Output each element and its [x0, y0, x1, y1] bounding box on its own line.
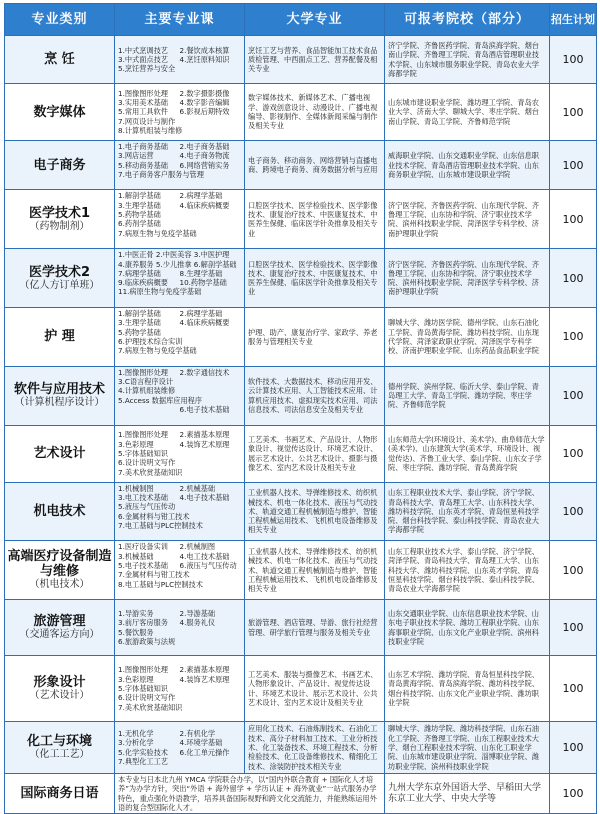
course-item: 1.图像图形处理 [118, 88, 168, 98]
category-name: 医学技术1 [28, 205, 91, 221]
quota-cell: 100 [550, 36, 597, 84]
category-name: 烹 饪 [44, 52, 75, 67]
course-item: 6.金属材料与钳工技术 [118, 511, 190, 521]
category-cell [5, 249, 115, 308]
table-row [5, 84, 597, 141]
quota-cell: 100 [550, 84, 597, 141]
core-courses-cell [115, 600, 245, 656]
course-item: 7.病原生物与免疫学基础 [118, 346, 197, 356]
category-cell [5, 722, 115, 774]
core-courses-cell [115, 425, 245, 482]
course-item: 5.药物学基础 [118, 210, 161, 220]
quota-cell: 100 [550, 774, 597, 814]
core-courses-cell [115, 249, 245, 308]
majors-cell: 口腔医学技术、医学检验技术、医学影像技术、康复治疗技术、中医康复技术、中医养生保健、临床医学针灸推拿及相关专业 [245, 190, 385, 249]
colleges-cell: 九州大学东京外国语大学、早稻田大学东京工业大学、中央大学等 [385, 774, 550, 814]
colleges-cell: 山东工程职业技术大学、泰山学院、济宁学院、菏泽学院、青岛科技大学、青岛理工大学、山东科技大学、潍坊科技学院、山东英才学院、青岛恒星科技学院、烟台科技学院、泰山科技学院、青岛农业大学海都学院 [385, 541, 550, 600]
course-item: 7.美术欣赏基础知识 [118, 467, 183, 477]
course-item: 2.病理学基础 [179, 191, 223, 201]
course-item: 1.医疗设备实训 [118, 542, 168, 552]
course-item: 2.数字摄影摄像 [179, 88, 230, 98]
program-intro: 本专业与日本北九州 YMCA 学院联合办学，以“国内外联合教育 + 国际化人才培养”为办学方针，突出“外语 + 海外留学 + 学历认证 + 海外就业”一站式服务办学特色，重点强化外语教学，培养具备国际视野和跨文化交流能力，并能熟练运用外语的复合型国际化人才。 [115, 774, 385, 814]
core-courses-cell [115, 84, 245, 141]
course-item: 4.电子商务物流 [179, 151, 230, 161]
colleges-cell: 山东城市建设职业学院、潍坊理工学院、青岛农业大学、济南大学、聊城大学、枣庄学院、烟台南山学院、青岛工学院、齐鲁师范学院 [385, 84, 550, 141]
course-item: 1.中式烹调技艺 [118, 45, 168, 55]
core-courses-cell [115, 308, 245, 367]
header-quota: 招生计划 [550, 4, 597, 36]
colleges-cell: 山东艺术学院、潍坊学院、青岛恒星科技学院、青岛黄海学院、青岛滨海学院、潍坊科技学院、烟台科技学院、山东文化产业职业学院、潍坊职业学院 [385, 656, 550, 722]
majors-cell: 旅游管理、酒店管理、导游、旅行社经营管理、研学旅行管理与服务及相关专业 [245, 600, 385, 656]
course-item: 4.烹饪原料知识 [179, 54, 230, 64]
majors-cell: 应用化工技术、石油炼制技术、石油化工技术、高分子材料加工技术、工业分析技术、化工装备技术、环境工程技术、分析检验技术、化工设备维修技术、精细化工技术、涂装防护技术相关专业 [245, 722, 385, 774]
core-courses-cell [115, 722, 245, 774]
quota-cell: 100 [550, 600, 597, 656]
colleges-cell: 济宁医学院、齐鲁医药学院、山东现代学院、齐鲁理工学院、山东协和学院、济宁职业技术学院、滨州科技职业学院、菏泽医学专科学校、济南护理职业学院 [385, 190, 550, 249]
course-item: 7.网页设计与制作 [118, 116, 176, 126]
table-row [5, 141, 597, 190]
course-item: 4.康养服务 5.少儿推拿 6.解剖学基础 [118, 259, 237, 269]
majors-cell: 软件技术、大数据技术、移动应用开发、云计算技术应用、人工智能技术应用、计算机应用技术、虚拟现实技术应用、司法信息技术、司法信息安全及相关专业 [245, 366, 385, 425]
course-item: 6.影视后期特效 [179, 107, 230, 117]
course-item: 7.金属材料与钳工技术 [118, 570, 190, 580]
category-name: 高端医疗设备制造与维修 [7, 549, 112, 580]
course-item: 7.病理学基础 [118, 268, 161, 278]
course-item: 3.色彩原理 [118, 439, 154, 449]
course-item: 3.色彩原理 [118, 674, 154, 684]
course-item: 6.电子技术基础 [179, 405, 230, 415]
course-item: 4.临床疾病概要 [179, 318, 230, 328]
category-cell [5, 308, 115, 367]
category-name: 旅游管理 [33, 614, 86, 630]
majors-cell: 护理、助产、康复治疗学、家政学、养老服务与管理相关专业 [245, 308, 385, 367]
course-item: 1.电子商务基础 [118, 142, 168, 151]
table-row [5, 366, 597, 425]
category-cell [5, 656, 115, 722]
quota-cell: 100 [550, 722, 597, 774]
enrollment-table [4, 3, 597, 814]
colleges-cell: 济宁学院、齐鲁医药学院、青岛滨海学院、烟台南山学院、齐鲁理工学院、青岛酒店管理职业技术学院、山东城市服务职业学院、青岛农业大学海都学院 [385, 36, 550, 84]
course-item: 1.解剖学基础 [118, 309, 161, 319]
quota-cell: 100 [550, 482, 597, 541]
course-item: 3.电工技术基础 [118, 492, 168, 502]
quota-cell: 100 [550, 425, 597, 482]
category-name: 机电技术 [33, 504, 86, 519]
course-item: 2.机械制图 [179, 542, 216, 552]
category-cell [5, 84, 115, 141]
category-cell [5, 366, 115, 425]
course-item: 1.图像图形处理 [118, 430, 168, 440]
category-subtitle: （艺术设计） [29, 690, 90, 702]
course-item: 7.典型化工工艺 [118, 756, 168, 766]
table-row [5, 190, 597, 249]
category-name: 电子商务 [33, 157, 86, 173]
category-name: 医学技术2 [28, 264, 91, 280]
category-name: 护 理 [44, 329, 75, 345]
course-item: 5.字体基础知识 [118, 684, 168, 694]
course-item: 6.护理技术综合实训 [118, 336, 183, 346]
quota-cell: 100 [550, 190, 597, 249]
colleges-cell: 山东交通职业学院、山东信息职业技术学院、山东电子职业技术学院、潍坊工程职业学院、山东海事职业学院、山东文化产业职业学院、滨州科技职业学院 [385, 600, 550, 656]
course-item: 1.解剖学基础 [118, 191, 161, 201]
category-cell [5, 482, 115, 541]
quota-cell: 100 [550, 249, 597, 308]
majors-cell: 工艺美术、服装与摄像艺术、书画艺术、人物形象设计、产品设计、视觉传达设计、环境艺术设计、展示艺术设计、公共艺术设计、室内艺术设计及相关专业 [245, 656, 385, 722]
course-item: 6.网络营销实务 [179, 160, 230, 170]
course-item: 1.图像图形处理 [118, 665, 168, 675]
category-subtitle: （交通客运方向） [19, 629, 100, 641]
majors-cell: 工艺美术、书画艺术、产品设计、人物形象设计、视觉传达设计、环境艺术设计、展示艺术设计、公共艺术设计、摄影与摄像艺术、室内艺术设计及相关专业 [245, 425, 385, 482]
course-item: 2.电子商务基础 [179, 142, 230, 151]
course-item: 3.中式面点技艺 [118, 54, 168, 64]
category-name: 软件与应用技术 [13, 382, 105, 398]
course-item: 3.网店运营 [118, 151, 154, 161]
course-item: 5.液压与气压传动 [118, 502, 176, 512]
course-item: 5.化学实验技术 [118, 747, 168, 757]
colleges-cell: 德州学院、滨州学院、临沂大学、泰山学院、青岛理工大学、青岛工学院、潍坊学院、枣庄学院、齐鲁师范学院 [385, 366, 550, 425]
quota-cell: 100 [550, 366, 597, 425]
quota-cell: 100 [550, 656, 597, 722]
table-row [5, 600, 597, 656]
table-row [5, 249, 597, 308]
course-item: 4.临床疾病概要 [179, 200, 230, 210]
category-subtitle: （药物制剂） [29, 220, 90, 232]
category-cell [5, 774, 115, 814]
majors-cell: 工业机器人技术、导弹维修技术、纺织机械技术、机电一体化技术、液压与气动技术、轨道交通工程机械制造与维护、智能工程机械运用技术、飞机机电设备维修及相关专业 [245, 541, 385, 600]
core-courses-cell [115, 482, 245, 541]
colleges-cell: 聊城大学、潍坊学院、潍坊科技学院、山东石油化工学院、齐鲁理工学院、山东工程职业技术大学、烟台工程职业技术学院、山东化工职业学院、山东城市建设职业学院、淄博职业学院、潍坊职业学院、滨州科技职业学院 [385, 722, 550, 774]
course-item: 10.药物学基础 [179, 278, 227, 288]
category-subtitle: （机电技术） [29, 579, 90, 591]
table-row [5, 541, 597, 600]
core-courses-cell [115, 366, 245, 425]
category-name: 数字媒体 [33, 104, 86, 120]
table-row [5, 722, 597, 774]
course-item: 9.临床疾病概要 [118, 278, 168, 288]
majors-cell: 烹饪工艺与营养、食品智能加工技术食品质检管理、中西面点工艺、营养配餐及相关专业 [245, 36, 385, 84]
course-item: 6.药剂学基础 [118, 219, 161, 229]
core-courses-cell [115, 541, 245, 600]
category-cell [5, 36, 115, 84]
table-row [5, 656, 597, 722]
course-item: 1.中医正骨 2.中医美容 3.中医护理 [118, 250, 230, 260]
course-item: 5.Access 数据库应用程序 [118, 395, 203, 405]
category-cell [5, 190, 115, 249]
course-item: 2.病理学基础 [179, 309, 223, 319]
quota-cell: 100 [550, 541, 597, 600]
category-cell [5, 600, 115, 656]
course-item: 5.烹饪营养与安全 [118, 64, 176, 74]
table-row [5, 36, 597, 84]
course-item: 5.字体基础知识 [118, 448, 168, 458]
course-item: 6.设计说明文写作 [118, 458, 176, 468]
majors-cell: 数字媒体技术、新媒体艺术、广播电视学、游戏创意设计、动漫设计、广播电视编导、影视制作、全媒体新闻采编与制作及相关专业 [245, 84, 385, 141]
category-cell [5, 541, 115, 600]
category-name: 化工与环境 [26, 734, 92, 750]
course-item: 11.病原生物与免疫学基础 [118, 287, 202, 297]
course-item: 2.有机化学 [179, 729, 216, 739]
category-name: 国际商务日语 [20, 786, 99, 802]
course-item: 3.C语言程序设计 [118, 377, 174, 387]
course-item: 4.装饰艺术原理 [179, 439, 230, 449]
core-courses-cell [115, 656, 245, 722]
header-core-courses: 主要专业课 [115, 4, 245, 36]
course-item: 4.环境学基础 [179, 738, 223, 748]
course-item: 2.机械基础 [179, 483, 216, 493]
colleges-cell: 山东师范大学(环境设计、美术学)、曲阜师范大学(美术学)、山东建筑大学(美术学、环境设计、视觉传达)、齐鲁工业大学、泰山学院、山东女子学院、枣庄学院、潍坊学院、青岛黄海学院 [385, 425, 550, 482]
colleges-cell: 山东工程职业技术大学、泰山学院、济宁学院、青岛科技大学、青岛理工大学、山东科技大学、潍坊科技学院、山东英才学院、青岛恒星科技学院、烟台科技学院、泰山科技学院、青岛农业大学海都学院 [385, 482, 550, 541]
course-item: 6.设计说明文写作 [118, 693, 176, 703]
course-item: 8.生理学基础 [179, 268, 223, 278]
course-item: 1.图像图形处理 [118, 367, 168, 377]
colleges-cell: 济宁医学院、齐鲁医药学院、山东现代学院、齐鲁理工学院、山东协和学院、济宁职业技术学院、滨州科技职业学院、菏泽医学专科学校、济南护理职业学院 [385, 249, 550, 308]
header-category: 专业类别 [5, 4, 115, 36]
table-row-intl [5, 774, 597, 814]
course-item: 2.导游基础 [179, 609, 216, 619]
course-item: 5.电子技术基础 [118, 560, 168, 570]
majors-cell: 口腔医学技术、医学检验技术、医学影像技术、康复治疗技术、中医康复技术、中医养生保健、临床医学针灸推拿及相关专业 [245, 249, 385, 308]
header-university-majors: 大学专业 [245, 4, 385, 36]
course-item: 7.电工基础与PLC控制技术 [118, 520, 203, 530]
course-item: 6.化工单元操作 [179, 747, 230, 757]
course-item: 4.电子技术基础 [179, 492, 230, 502]
course-item: 8.电工基础与PLC控制技术 [118, 579, 203, 589]
majors-cell: 电子商务、移动商务、网络营销与直播电商、跨境电子商务、商务数据分析与应用 [245, 141, 385, 190]
table-row [5, 425, 597, 482]
course-item: 3.前厅客房服务 [118, 618, 168, 628]
header-colleges: 可报考院校（部分） [385, 4, 550, 36]
table-body [5, 36, 597, 814]
table-row [5, 308, 597, 367]
course-item: 1.无机化学 [118, 729, 154, 739]
course-item: 3.机械基础 [118, 551, 154, 561]
category-subtitle: （亿人方订单班） [19, 279, 100, 291]
course-item: 3.生理学基础 [118, 200, 161, 210]
course-item: 6.液压与气压传动 [179, 560, 237, 570]
course-item: 7.电子商务客户服务与管理 [118, 169, 204, 179]
majors-cell: 工业机器人技术、导弹维修技术、纺织机械技术、机电一体化技术、液压与气动技术、轨道交通工程机械制造与维护、智能工程机械运用技术、飞机机电设备维修及相关专业 [245, 482, 385, 541]
category-name: 形象设计 [33, 675, 86, 691]
course-item: 3.分析化学 [118, 738, 154, 748]
enrollment-table-container [4, 3, 596, 813]
quota-cell: 100 [550, 141, 597, 190]
core-courses-cell [115, 190, 245, 249]
colleges-cell: 聊城大学、潍坊医学院、德州学院、山东石油化工学院、青岛黄海学院、潍坊科技学院、山东现代学院、菏泽家政职业学院、菏泽医学专科学校、济南护理职业学院、山东药品食品职业学院 [385, 308, 550, 367]
colleges-cell: 威海职业学院、山东交通职业学院、山东信息职业技术学院、青岛酒店管理职业技术学院、山东商务职业学院、山东城市建设职业学院 [385, 141, 550, 190]
course-item: 7.病原生物与免疫学基础 [118, 228, 197, 238]
course-item: 2.素描基本原理 [179, 430, 230, 440]
category-subtitle: （计算机程序设计） [14, 397, 105, 409]
course-item: 4.电工技术基础 [179, 551, 230, 561]
category-name: 艺术设计 [33, 446, 86, 462]
course-item: 8.计算机组装与维修 [118, 125, 183, 135]
course-item: 4.计算机组装维修 [118, 386, 176, 396]
category-subtitle: （化工工艺） [29, 749, 90, 761]
category-cell [5, 425, 115, 482]
quota-cell: 100 [550, 308, 597, 367]
course-item: 4.装饰艺术原理 [179, 674, 230, 684]
course-item: 5.常用工具软件 [118, 107, 168, 117]
course-item: 5.移动商务基础 [118, 160, 168, 170]
course-item: 2.数字通信技术 [179, 367, 230, 377]
table-row [5, 482, 597, 541]
course-item: 5.药物学基础 [118, 327, 161, 337]
core-courses-cell [115, 141, 245, 190]
course-item: 3.生理学基础 [118, 318, 161, 328]
course-item: 1.机械制图 [118, 483, 154, 493]
course-item: 2.素描基本原理 [179, 665, 230, 675]
category-cell [5, 141, 115, 190]
course-item: 4.服务礼仪 [179, 618, 216, 628]
course-item: 1.导游实务 [118, 609, 154, 619]
course-item: 2.餐饮成本核算 [179, 45, 230, 55]
course-item: 7.美术欣赏基础知识 [118, 702, 183, 712]
course-item: 5.餐饮服务 [118, 627, 154, 637]
core-courses-cell [115, 36, 245, 84]
course-item: 4.数字影音编辑 [179, 98, 230, 108]
course-item: 3.实用美术基础 [118, 98, 168, 108]
course-item: 6.旅游政策与法规 [118, 636, 176, 646]
